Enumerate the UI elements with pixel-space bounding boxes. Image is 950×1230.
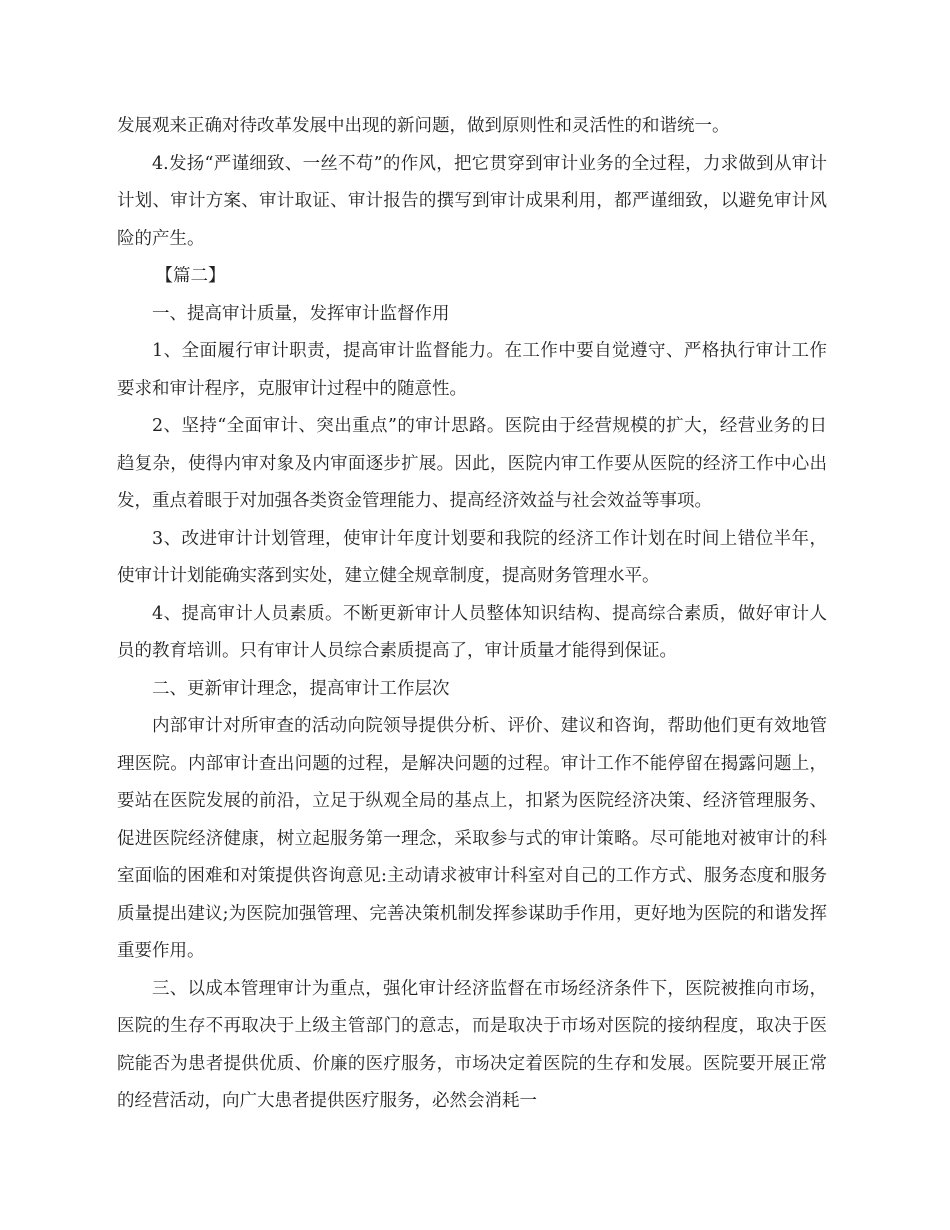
paragraph-point-2: 2、坚持“全面审计、突出重点”的审计思路。医院由于经营规模的扩大，经营业务的日趋复杂，使得内审对象及内审面逐步扩展。因此，医院内审工作要从医院的经济工作中心出发，重点着眼于对加强各类资金管理能力、提高经济效益与社会效益等事项。 bbox=[117, 416, 827, 511]
paragraph-point-4: 4、提高审计人员素质。不断更新审计人员整体知识结构、提高综合素质，做好审计人员的教育培训。只有审计人员综合素质提高了，审计质量才能得到保证。 bbox=[117, 603, 827, 661]
section-marker-part-two: 【篇二】 bbox=[155, 266, 226, 286]
paragraph-point-3: 3、改进审计计划管理，使审计年度计划要和我院的经济工作计划在时间上错位半年，使审计计划能确实落到实处，建立健全规章制度，提高财务管理水平。 bbox=[117, 528, 827, 586]
paragraph-section-three: 三、以成本管理审计为重点，强化审计经济监督在市场经济条件下，医院被推向市场，医院的生存不再取决于上级主管部门的意志，而是取决于市场对医院的接纳程度，取决于医院能否为患者提供优质、价廉的医疗服务，市场决定着医院的生存和发展。医院要开展正常的经营活动，向广大患者提供医疗服务，必然会消耗一 bbox=[117, 978, 827, 1111]
document-page bbox=[117, 108, 827, 1121]
paragraph-point-1: 1、全面履行审计职责，提高审计监督能力。在工作中要自觉遵守、严格执行审计工作要求和审计程序，克服审计过程中的随意性。 bbox=[117, 341, 827, 399]
paragraph-item-4: 4.发扬“严谨细致、一丝不苟”的作风，把它贯穿到审计业务的全过程，力求做到从审计计划、审计方案、审计取证、审计报告的撰写到审计成果利用，都严谨细致，以避免审计风险的产生。 bbox=[117, 153, 827, 249]
heading-section-one: 一、提高审计质量，发挥审计监督作用 bbox=[152, 303, 450, 324]
paragraph-internal-audit: 内部审计对所审查的活动向院领导提供分析、评价、建议和咨询，帮助他们更有效地管理医院。内部审计查出问题的过程，是解决问题的过程。审计工作不能停留在揭露问题上，要站在医院发展的前沿，立足于纵观全局的基点上，扣紧为医院经济决策、经济管理服务、促进医院经济健康，树立起服务第一理念，采取参与式的审计策略。尽可能地对被审计的科室面临的困难和对策提供咨询意见:主动请求被审计科室对自己的工作方式、服务态度和服务质量提出建议;为医院加强管理、完善决策机制发挥参谋助手作用，更好地为医院的和谐发挥重要作用。 bbox=[117, 716, 827, 961]
heading-section-two: 二、更新审计理念，提高审计工作层次 bbox=[152, 678, 450, 699]
paragraph-continuation: 发展观来正确对待改革发展中出现的新问题，做到原则性和灵活性的和谐统一。 bbox=[117, 116, 730, 136]
